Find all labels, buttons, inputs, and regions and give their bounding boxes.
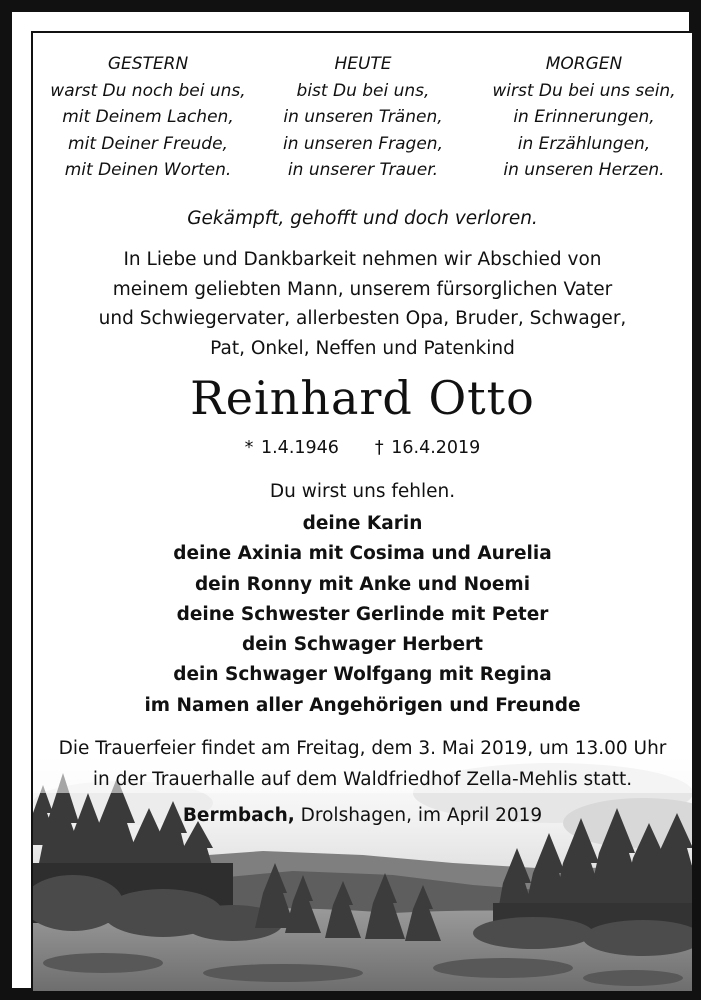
intro-text xyxy=(33,245,692,363)
birth-date: * 1.4.1946 xyxy=(244,438,339,458)
poem-column-tomorrow xyxy=(474,51,694,184)
poem-heading: GESTERN xyxy=(107,54,189,74)
mourner: im Namen aller Angehörigen und Freunde xyxy=(144,694,581,716)
poem-line: mit Deiner Freude, xyxy=(68,133,228,154)
poem-heading: MORGEN xyxy=(545,54,623,74)
poem-column-yesterday xyxy=(38,51,258,184)
place-date xyxy=(33,805,692,826)
place-bold: Bermbach, xyxy=(182,805,295,826)
mourner: dein Ronny mit Anke und Noemi xyxy=(194,573,531,595)
poem-heading: HEUTE xyxy=(334,54,392,74)
poem-line: in Erzählungen, xyxy=(517,133,651,154)
life-dates xyxy=(33,438,692,458)
poem-line: mit Deinen Worten. xyxy=(64,160,232,180)
intro-line: und Schwiegervater, allerbesten Opa, Bruder, Schwager, xyxy=(98,308,627,329)
place-rest: Drolshagen, im April 2019 xyxy=(294,805,543,826)
poem-column-today xyxy=(253,51,473,184)
intro-line: Pat, Onkel, Neffen und Patenkind xyxy=(210,337,515,359)
motto: Gekämpft, gehofft und doch verloren. xyxy=(187,208,538,229)
poem-line: in unseren Herzen. xyxy=(503,160,665,180)
poem-line: mit Deinem Lachen, xyxy=(62,107,234,127)
deceased-name: Reinhard Otto xyxy=(190,371,535,425)
mourners-list xyxy=(33,509,692,721)
mourner: deine Schwester Gerlinde mit Peter xyxy=(176,603,549,625)
intro-line: meinem geliebten Mann, unserem fürsorglichen Vater xyxy=(112,278,613,300)
poem-line: in unseren Fragen, xyxy=(282,133,443,154)
funeral-line: in der Trauerhalle auf dem Waldfriedhof Zella-Mehlis statt. xyxy=(92,769,633,790)
mourner: deine Axinia mit Cosima und Aurelia xyxy=(173,543,552,565)
poem-line: bist Du bei uns, xyxy=(296,80,430,101)
funeral-line: Die Trauerfeier findet am Freitag, dem 3. Mai 2019, um 13.00 Uhr xyxy=(58,738,667,759)
intro-line: In Liebe und Dankbarkeit nehmen wir Abschied von xyxy=(123,249,602,270)
poem-line: warst Du noch bei uns, xyxy=(50,80,246,101)
mourner: dein Schwager Herbert xyxy=(241,634,484,656)
poem-line: in unserer Trauer. xyxy=(287,160,439,180)
mourner: deine Karin xyxy=(302,513,423,534)
death-date: † 16.4.2019 xyxy=(374,438,481,458)
funeral-notice xyxy=(33,733,692,795)
poem-line: in Erinnerungen, xyxy=(513,107,655,127)
mourner: dein Schwager Wolfgang mit Regina xyxy=(173,664,552,686)
obituary-content xyxy=(33,33,692,991)
poem-line: wirst Du bei uns sein, xyxy=(492,80,676,101)
inner-frame xyxy=(31,31,694,993)
poem-line: in unseren Tränen, xyxy=(283,107,443,127)
farewell-line: Du wirst uns fehlen. xyxy=(269,481,456,502)
